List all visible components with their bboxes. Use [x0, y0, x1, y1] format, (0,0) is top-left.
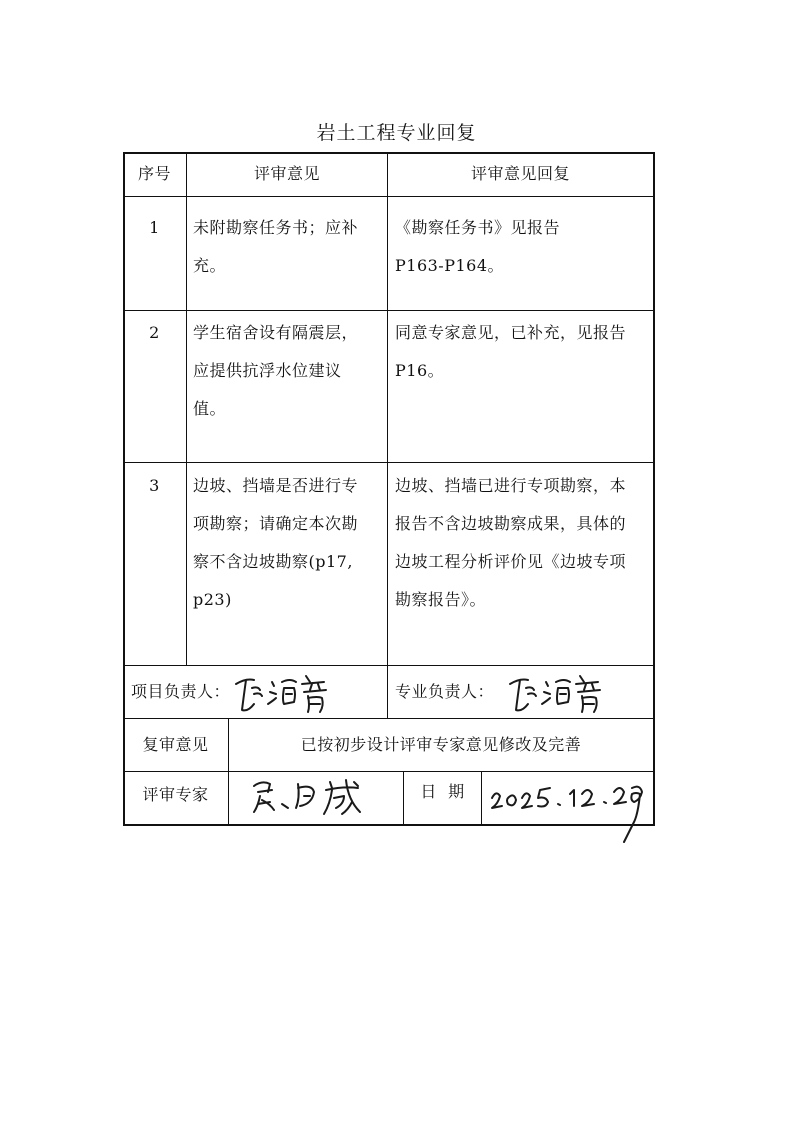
row-3-opinion-line: 项勘察；请确定本次勘	[193, 514, 359, 533]
header-reply: 评审意见回复	[470, 164, 570, 183]
row-2-no: 2	[149, 323, 160, 342]
row-divider	[123, 310, 655, 311]
row-divider	[123, 665, 655, 666]
review-opinion-label: 复审意见	[142, 735, 209, 754]
row-3-reply-line: 边坡、挡墙已进行专项勘察，本	[395, 476, 627, 495]
col-divider	[481, 771, 482, 825]
row-2-opinion-line: 值。	[193, 399, 227, 418]
row-1-reply-line: 《勘察任务书》见报告	[395, 218, 561, 237]
date-handwritten	[488, 774, 648, 846]
project-lead-label: 项目负责人：	[131, 682, 231, 701]
header-no: 序号	[137, 164, 171, 183]
row-3-opinion-line: 察不含边坡勘察(p17,	[193, 552, 353, 571]
row-2-reply-line: 同意专家意见，已补充，见报告	[395, 323, 627, 342]
row-3-reply-line: 边坡工程分析评价见《边坡专项	[395, 552, 627, 571]
discipline-lead-label: 专业负责人：	[395, 682, 495, 701]
row-3-reply-line: 勘察报告》。	[395, 590, 487, 609]
expert-label: 评审专家	[142, 785, 209, 804]
row-1-reply-line: P163-P164。	[395, 256, 505, 275]
page-title: 岩土工程专业回复	[316, 122, 477, 144]
row-3-opinion-line: 边坡、挡墙是否进行专	[193, 476, 359, 495]
row-3-no: 3	[149, 476, 160, 495]
row-3-reply-line: 报告不含边坡勘察成果，具体的	[395, 514, 627, 533]
row-2-reply-line: P16。	[395, 361, 445, 380]
row-divider	[123, 462, 655, 463]
col-divider	[387, 152, 388, 718]
date-label: 日 期	[420, 782, 465, 801]
row-divider	[123, 196, 655, 197]
row-3-opinion-line: p23)	[193, 590, 232, 609]
row-1-opinion-line: 充。	[193, 256, 227, 275]
table-border-right	[653, 152, 655, 826]
row-1-no: 1	[149, 218, 160, 237]
project-lead-signature	[232, 670, 332, 716]
discipline-lead-signature	[506, 670, 606, 716]
row-divider	[123, 771, 655, 772]
row-2-opinion-line: 学生宿舍设有隔震层，	[193, 323, 359, 342]
col-divider	[186, 152, 187, 665]
review-opinion-text: 已按初步设计评审专家意见修改及完善	[300, 735, 582, 754]
row-2-opinion-line: 应提供抗浮水位建议	[193, 361, 342, 380]
header-opinion: 评审意见	[253, 164, 320, 183]
row-1-opinion-line: 未附勘察任务书；应补	[193, 218, 359, 237]
review-table	[123, 152, 655, 826]
row-divider	[123, 718, 655, 719]
expert-signature	[248, 774, 368, 820]
table-border-top	[123, 152, 655, 154]
